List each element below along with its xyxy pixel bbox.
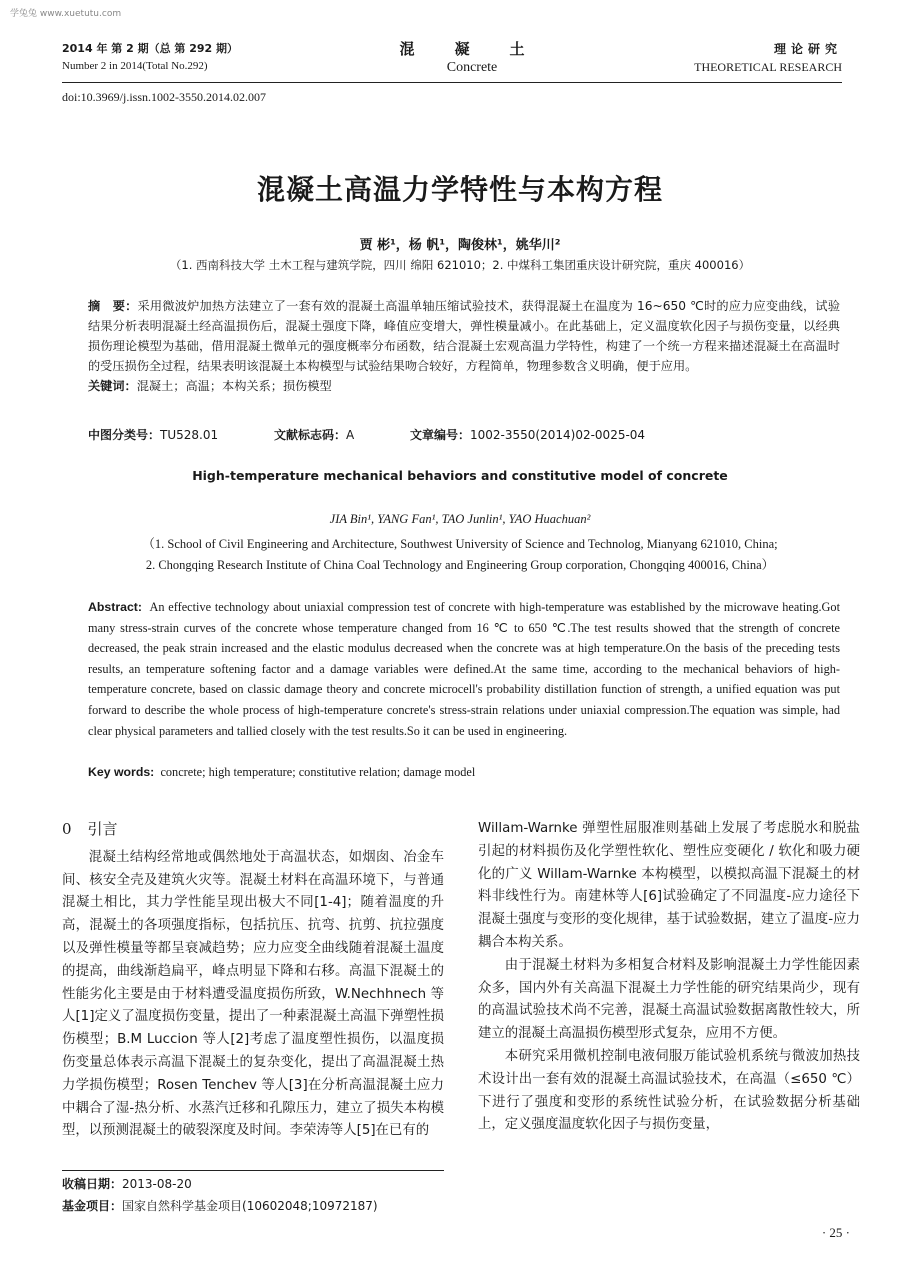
affiliation-en-1: （1. School of Civil Engineering and Architecture, Southwest University of Science and Technolog, Mianyang 621010, China; [142,537,778,551]
affiliation-en-2: 2. Chongqing Research Institute of China Coal Technology and Engineering Group corporation, Chongqing 400016, China） [145,558,775,572]
authors-en: JIA Bin¹, YANG Fan¹, TAO Junlin¹, YAO Huachuan² [329,512,591,526]
abstract-en-label: Abstract: [88,600,142,614]
fund-label: 基金项目： [62,1199,123,1213]
received-value: 2013-08-20 [122,1177,192,1191]
journal-cn: 混凝土 [399,40,565,58]
section-en: THEORETICAL RESEARCH [694,60,842,74]
classification-label: 中图分类号： [88,428,161,442]
abstract-en [88,597,840,741]
authors-cn: 贾 彬¹，杨 帆¹，陶俊林¹，姚华川² [359,238,561,253]
keywords-en-label: Key words: [88,765,155,779]
keywords-cn-text: 混凝土；高温；本构关系；损伤模型 [136,379,332,393]
abstract-cn-text: 采用微波炉加热方法建立了一套有效的混凝土高温单轴压缩试验技术，获得混凝土在温度为 16~650 ℃时的应力应变曲线，试验结果分析表明混凝土经高温损伤后，混凝土强度下降，峰值应变增大，弹性模量减小。在此基础上，定义温度软化因子与损伤变量，以经典损伤理论模型为基础，借用混凝土微单元的强度概率分布函数，结合混凝土宏观高温力学特性，构建了一个统一方程来描述混凝土在高温时的受压损伤全过程，结果表明该混凝土本构模型与试验结果吻合较好，方程简单，物理参数含义明确，便于应用。 [88,299,841,373]
keywords-cn [88,376,840,396]
received-date [62,1173,444,1195]
keywords-cn-label: 关键词： [88,379,137,393]
abstract-cn [88,296,840,396]
section-number: 0 [62,820,72,838]
article-no-value: 1002-3550(2014)02-0025-04 [470,428,646,442]
section-cn: 理论研究 [773,42,842,56]
classification-value: TU528.01 [160,428,219,442]
issue-en: Number 2 in 2014(Total No.292) [62,60,208,72]
keywords-en-text: concrete; high temperature; constitutive relation; damage model [160,765,476,779]
body-column-right [478,818,860,1137]
journal-en: Concrete [446,60,498,75]
received-label: 收稿日期： [62,1177,123,1191]
doc-code-label: 文献标志码： [274,428,347,442]
article-no-label: 文章编号： [410,428,471,442]
body-column-left [62,818,444,1143]
abstract-cn-label: 摘 要： [88,299,138,313]
page-number: · 25 · [821,1225,850,1240]
body-paragraph: 由于混凝土材料为多相复合材料及影响混凝土力学性能因素众多，国内外有关高温下混凝土力学性能的研究结果尚少，现有的高温试验技术尚不完善，混凝土高温试验数据离散性较大，所建立的混凝土高温损伤模型形式复杂，应用不方便。 [478,957,860,1042]
classification-row [88,426,645,443]
issue-cn: 2014 年 第 2 期（总 第 292 期） [62,42,239,55]
running-header [62,40,842,83]
watermark: 学兔兔 www.xuetutu.com [10,9,122,19]
fund-value: 国家自然科学基金项目(10602048;10972187) [122,1199,378,1213]
keywords-en [88,765,475,780]
paper-title-cn: 混凝土高温力学特性与本构方程 [256,173,663,206]
doi: doi:10.3969/j.issn.1002-3550.2014.02.007 [62,90,267,104]
abstract-en-text: An effective technology about uniaxial compression test of concrete with high-temperature was established by the microwave heating.Got many stress-strain curves of the concrete whose temperature changed from 16 ℃ to 650 ℃.The test results showed that the strength of concrete decreased, the peak strain increased and the elastic modulus decreased when the concrete was at high temperature.On the basis of the preceding tests results, an temperature softening factor and a damage variables were defined.At the same time, according to the mechanical behaviors of high-temperature concrete, based on classic damage theory and concrete microcell's probability distillation function of strength, a unified equation was put forward to describe the whole process of high-temperature concrete's stress-strain relations under uniaxial compression.The equation was simple, had clear physical parameters and tallied closely with the test results.So it can be used in engineering. [88,600,840,738]
body-paragraph: 本研究采用微机控制电液伺服万能试验机系统与微波加热技术设计出一套有效的混凝土高温试验技术，在高温（≤650 ℃）下进行了强度和变形的系统性试验分析，在试验数据分析基础上，定义强度温度软化因子与损伤变量， [478,1048,860,1133]
paper-title-en: High-temperature mechanical behaviors and constitutive model of concrete [192,468,728,483]
doc-code-value: A [346,428,355,442]
body-paragraph: Willam-Warnke 弹塑性屈服准则基础上发展了考虑脱水和脱盐引起的材料损伤及化学塑性软化、塑性应变硬化 / 软化和吸力硬化的广义 Willam-Warnke 本构模型，以模拟高温下混凝土的材料非线性行为。南建林等人[6]试验确定了不同温度-应力途径下混凝土强度与变形的变化规律，基于试验数据，建立了温度-应力耦合本构关系。 [478,821,860,950]
fund-info [62,1195,444,1217]
footnote [62,1170,444,1217]
body-paragraph: 混凝土结构经常地或偶然地处于高温状态，如烟囱、冶金车间、核安全壳及建筑火灾等。混凝土材料在高温环境下，与普通混凝土相比，其力学性能呈现出极大不同[1-4]；随着温度的升高，混凝土的各项强度指标，包括抗压、抗弯、抗剪、抗拉强度以及弹性模量等都呈衰减趋势；应力应变全曲线随着混凝土温度的提高，曲线渐趋扁平，峰点明显下降和右移。高温下混凝土的性能劣化主要是由于材料遭受温度损伤所致，W.Nechhnech 等人[1]定义了温度损伤变量，提出了一种素混凝土高温下弹塑性损伤模型；B.M Luccion 等人[2]考虑了温度塑性损伤，以温度损伤变量总体表示高温下混凝土的复杂变化，提出了高温混凝土热力学损伤模型；Rosen Tenchev 等人[3]在分析高温混凝土应力中耦合了湿-热分析、水蒸汽迁移和孔隙压力，建立了损失本构模型，以预测混凝土的破裂深度及时间。李荣涛等人[5]在已有的 [62,849,444,1139]
affiliation-cn: （1. 西南科技大学 土木工程与建筑学院，四川 绵阳 621010；2. 中煤科工集团重庆设计研究院，重庆 400016） [169,258,751,272]
section-title: 引言 [87,820,118,838]
section-heading [62,818,444,841]
